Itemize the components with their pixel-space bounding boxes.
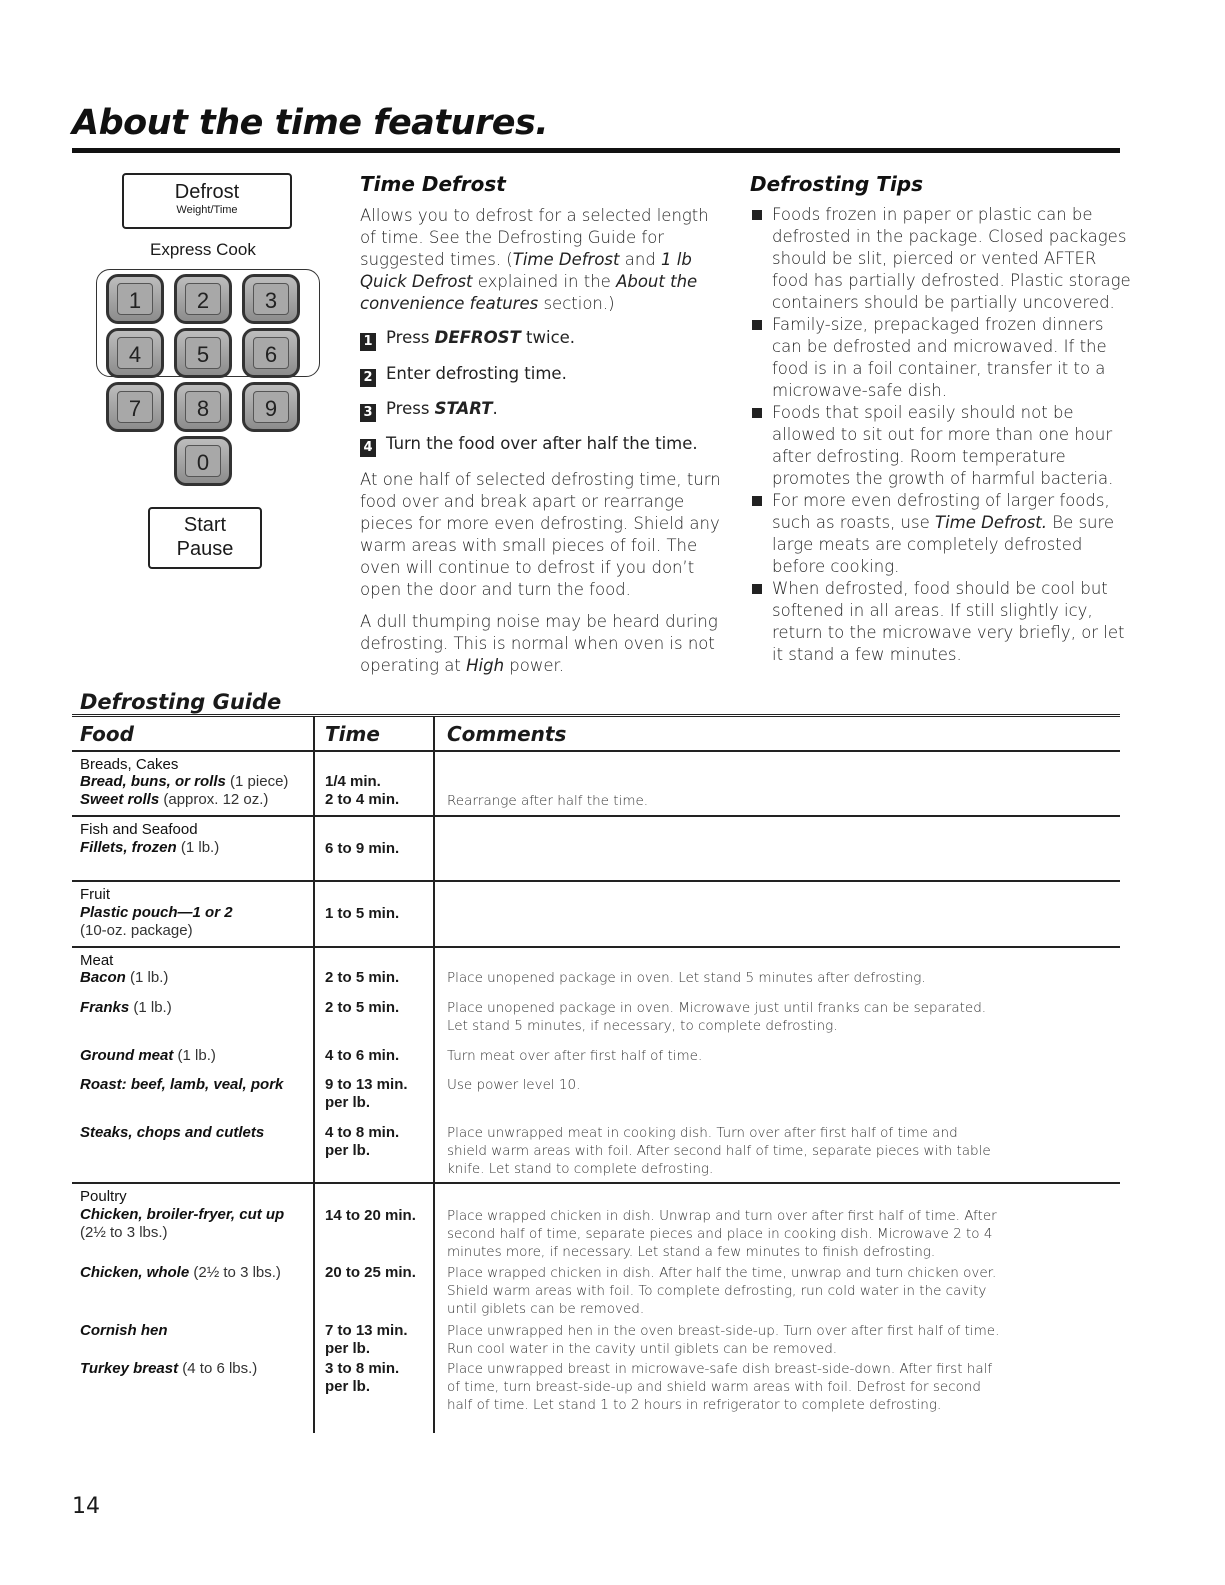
digit-key-4 <box>106 328 164 378</box>
category-fish: Fish and Seafood <box>80 821 198 838</box>
digit-key-5 <box>174 328 232 378</box>
digit-label: 6 <box>253 337 289 369</box>
time-value <box>325 1076 430 1112</box>
start-pause-key <box>148 507 262 569</box>
comment: Turn meat over after first half of time. <box>447 1048 703 1064</box>
comment-line: Run cool water in the cavity until giblets can be removed. <box>447 1341 838 1357</box>
tip-bold: Time Defrost. <box>935 513 1048 532</box>
food-name: Chicken, broiler-fryer, cut up <box>80 1206 285 1223</box>
time-value <box>325 1360 430 1396</box>
comment-line: Place unwrapped hen in the oven breast-side-up. Turn over after first half of time. <box>447 1323 1000 1339</box>
food-quantity: (4 to 6 lbs.) <box>178 1360 258 1377</box>
digit-key-2 <box>174 274 232 324</box>
column-divider <box>433 716 435 1433</box>
intro-text: and <box>619 250 662 269</box>
para-text: A dull thumping noise may be heard during defrosting. This is normal when oven is not operating at <box>360 612 718 675</box>
category-meat: Meat <box>80 952 114 969</box>
food-name: Bread, buns, or rolls <box>80 773 226 790</box>
tip-item: Foods that spoil easily should not be allowed to sit out for more than one hour after defrosting. Room temperature promotes the growth of harmful bacteria. <box>750 402 1135 490</box>
food-quantity: (1 piece) <box>225 773 289 790</box>
intro-bold: 1 lb Quick Defrost <box>360 250 692 291</box>
time-value: 14 to 20 min. <box>325 1207 416 1224</box>
defrosting-tips-heading: Defrosting Tips <box>750 172 924 196</box>
food-quantity: (1 lb.) <box>125 969 169 986</box>
time-value: 4 to 6 min. <box>325 1047 400 1064</box>
table-row <box>80 839 219 857</box>
table-row <box>80 904 233 940</box>
table-row <box>80 791 268 809</box>
defrost-key <box>122 173 292 229</box>
row-divider <box>72 880 1120 882</box>
food-name: Plastic pouch—1 or 2 <box>80 904 233 921</box>
tip-text: Be sure large meats are completely defrosted before cooking. <box>772 513 1115 576</box>
comment: Place unopened package in oven. Let stand 5 minutes after defrosting. <box>447 970 926 986</box>
food-name: Turkey breast <box>80 1360 179 1377</box>
time-value: 1/4 min. <box>325 773 381 790</box>
time-line: per lb. <box>325 1340 371 1357</box>
step-number: 3 <box>360 404 376 422</box>
time-value: 20 to 25 min. <box>325 1264 416 1281</box>
time-value <box>325 1322 430 1358</box>
food-quantity: (2½ to 3 lbs.) <box>80 1224 168 1241</box>
table-row <box>80 773 288 791</box>
time-value: 2 to 4 min. <box>325 791 400 808</box>
step-number: 1 <box>360 333 376 351</box>
digit-label: 8 <box>185 391 221 423</box>
food-name: Franks <box>80 999 130 1016</box>
time-line: 7 to 13 min. <box>325 1322 408 1339</box>
table-row <box>80 1124 264 1142</box>
table-row <box>80 999 172 1017</box>
guide-rule <box>72 714 1120 715</box>
digit-label: 2 <box>185 283 221 315</box>
time-line: per lb. <box>325 1378 371 1395</box>
food-name: Bacon <box>80 969 126 986</box>
table-row <box>80 969 168 987</box>
step-number: 4 <box>360 439 376 457</box>
page-number: 14 <box>72 1494 100 1519</box>
digit-label: 4 <box>117 337 153 369</box>
comment-line: until giblets can be removed. <box>447 1301 645 1317</box>
time-line: 4 to 8 min. <box>325 1124 400 1141</box>
intro-italic: About the convenience features <box>360 272 698 313</box>
digit-key-8 <box>174 382 232 432</box>
comment-line: minutes more, if necessary. Let stand a few minutes to finish defrosting. <box>447 1244 936 1260</box>
step-bold: START <box>434 399 493 418</box>
food-quantity: (approx. 12 oz.) <box>159 791 269 808</box>
comment-line: second half of time, separate pieces and place in cooking dish. Microwave 2 to 4 <box>447 1226 993 1242</box>
step-bold: DEFROST <box>434 328 521 347</box>
time-line: 9 to 13 min. <box>325 1076 408 1093</box>
column-header-time: Time <box>325 722 380 746</box>
food-name: Ground meat <box>80 1047 174 1064</box>
express-cook-label: Express Cook <box>150 240 256 259</box>
category-fruit: Fruit <box>80 886 110 903</box>
step-2 <box>360 364 567 387</box>
comment: Rearrange after half the time. <box>447 793 649 809</box>
food-quantity: (10-oz. package) <box>80 922 193 939</box>
column-header-food: Food <box>80 722 134 746</box>
comment <box>447 1322 1047 1358</box>
intro-bold: Time Defrost <box>512 250 620 269</box>
intro-text: explained in the <box>472 272 617 291</box>
time-defrost-paragraph-3 <box>360 611 720 677</box>
comment-line: Place unwrapped meat in cooking dish. Turn over after first half of time and <box>447 1125 958 1141</box>
food-name: Sweet rolls <box>80 791 160 808</box>
comment <box>447 1207 1047 1261</box>
step-text: Press <box>386 328 435 347</box>
digit-label: 9 <box>253 391 289 423</box>
number-keypad <box>100 270 315 485</box>
digit-key-0 <box>174 436 232 486</box>
step-1 <box>360 328 575 351</box>
time-defrost-heading: Time Defrost <box>360 172 506 196</box>
digit-key-3 <box>242 274 300 324</box>
time-line: per lb. <box>325 1094 371 1111</box>
table-row <box>80 1322 168 1340</box>
digit-label: 0 <box>185 445 221 477</box>
page-title: About the time features. <box>72 103 549 143</box>
category-poultry: Poultry <box>80 1188 127 1205</box>
time-line: 3 to 8 min. <box>325 1360 400 1377</box>
comment-line: Place wrapped chicken in dish. After half the time, unwrap and turn chicken over. <box>447 1265 997 1281</box>
tip-item <box>750 490 1135 578</box>
food-quantity: (1 lb.) <box>176 839 220 856</box>
defrosting-guide-heading: Defrosting Guide <box>80 690 282 714</box>
food-quantity: (1 lb.) <box>173 1047 216 1064</box>
step-text: twice. <box>520 328 576 347</box>
comment <box>447 1360 1047 1414</box>
step-number: 2 <box>360 369 376 387</box>
comment <box>447 1264 1047 1318</box>
tip-item: Foods frozen in paper or plastic can be defrosted in the package. Closed packages should be slit, pierced or vented AFTER food has partially defrosted. Plastic storage containers should be partially uncovered. <box>750 204 1135 314</box>
digit-key-9 <box>242 382 300 432</box>
food-name: Roast: beef, lamb, veal, pork <box>80 1076 284 1093</box>
start-label: Start <box>183 514 227 536</box>
step-text: . <box>492 399 498 418</box>
food-quantity: (1 lb.) <box>129 999 172 1016</box>
defrost-key-label: Defrost <box>174 181 240 203</box>
food-name: Fillets, frozen <box>80 839 177 856</box>
step-text: Enter defrosting time. <box>386 364 567 383</box>
time-defrost-intro <box>360 205 710 315</box>
time-value: 2 to 5 min. <box>325 999 400 1016</box>
step-4 <box>360 434 698 457</box>
digit-key-6 <box>242 328 300 378</box>
row-divider <box>72 815 1120 817</box>
tip-text: For more even defrosting of larger foods, such as roasts, use <box>772 491 1110 532</box>
comment <box>447 1124 1047 1178</box>
tip-item: Family-size, prepackaged frozen dinners can be defrosted and microwaved. If the food is in a foil container, transfer it to a microwave-safe dish. <box>750 314 1135 402</box>
food-quantity: (2½ to 3 lbs.) <box>189 1264 281 1281</box>
table-row <box>80 1206 284 1242</box>
food-name: Steaks, chops and cutlets <box>80 1124 265 1141</box>
title-rule <box>72 148 1120 153</box>
comment-line: Shield warm areas with foil. To complete defrosting, run cold water in the cavity <box>447 1283 987 1299</box>
step-text: Press <box>386 399 435 418</box>
pause-label: Pause <box>176 538 234 560</box>
comment-line: Place unopened package in oven. Microwave just until franks can be separated. <box>447 1000 987 1016</box>
food-name: Chicken, whole <box>80 1264 190 1281</box>
digit-label: 5 <box>185 337 221 369</box>
para-text: power. <box>504 656 565 675</box>
time-line: per lb. <box>325 1142 371 1159</box>
header-rule <box>72 750 1120 752</box>
defrost-key-sublabel: Weight/Time <box>176 204 238 216</box>
comment: Use power level 10. <box>447 1077 581 1093</box>
table-row <box>80 1264 281 1282</box>
digit-label: 3 <box>253 283 289 315</box>
para-bold: High <box>466 656 505 675</box>
time-value: 2 to 5 min. <box>325 969 400 986</box>
comment <box>447 999 1047 1035</box>
digit-key-7 <box>106 382 164 432</box>
digit-key-1 <box>106 274 164 324</box>
category-breads: Breads, Cakes <box>80 756 179 773</box>
time-defrost-paragraph-2: At one half of selected defrosting time, turn food over and break apart or rearrange pieces for more even defrosting. Shield any warm areas with small pieces of foil. The oven will continue to defrost if you don’t open the door and turn the food. <box>360 470 721 599</box>
digit-label: 1 <box>117 283 153 315</box>
comment-line: half of time. Let stand 1 to 2 hours in refrigerator to complete defrosting. <box>447 1397 942 1413</box>
time-value <box>325 1124 430 1160</box>
table-row <box>80 1076 283 1094</box>
row-divider <box>72 946 1120 948</box>
table-row <box>80 1360 257 1378</box>
table-row <box>80 1047 216 1065</box>
digit-label: 7 <box>117 391 153 423</box>
intro-text: section.) <box>538 294 615 313</box>
guide-rule <box>72 716 1120 717</box>
comment-line: of time, turn breast-side-up and shield warm areas with foil. Defrost for second <box>447 1379 982 1395</box>
comment-line: shield warm areas with foil. After second half of time, separate pieces with table <box>447 1143 991 1159</box>
row-divider <box>72 1182 1120 1184</box>
tip-item: When defrosted, food should be cool but softened in all areas. If still slightly icy, return to the microwave very briefly, or let it stand a few minutes. <box>750 578 1135 666</box>
comment-line: Place wrapped chicken in dish. Unwrap and turn over after first half of time. After <box>447 1208 997 1224</box>
intro-text: Allows you to defrost for a selected length of time. See the Defrosting Guide for suggested times. ( <box>360 206 709 269</box>
time-value: 1 to 5 min. <box>325 905 400 922</box>
column-header-comments: Comments <box>447 722 567 746</box>
comment-line: Let stand 5 minutes, if necessary, to complete defrosting. <box>447 1018 838 1034</box>
comment-line: knife. Let stand to complete defrosting. <box>447 1161 714 1177</box>
step-3 <box>360 399 498 422</box>
column-divider <box>313 716 315 1433</box>
food-name: Cornish hen <box>80 1322 168 1339</box>
defrosting-tips-list <box>750 204 1135 666</box>
comment-line: Place unwrapped breast in microwave-safe dish breast-side-down. After first half <box>447 1361 993 1377</box>
time-value: 6 to 9 min. <box>325 840 400 857</box>
step-text: Turn the food over after half the time. <box>386 434 698 453</box>
